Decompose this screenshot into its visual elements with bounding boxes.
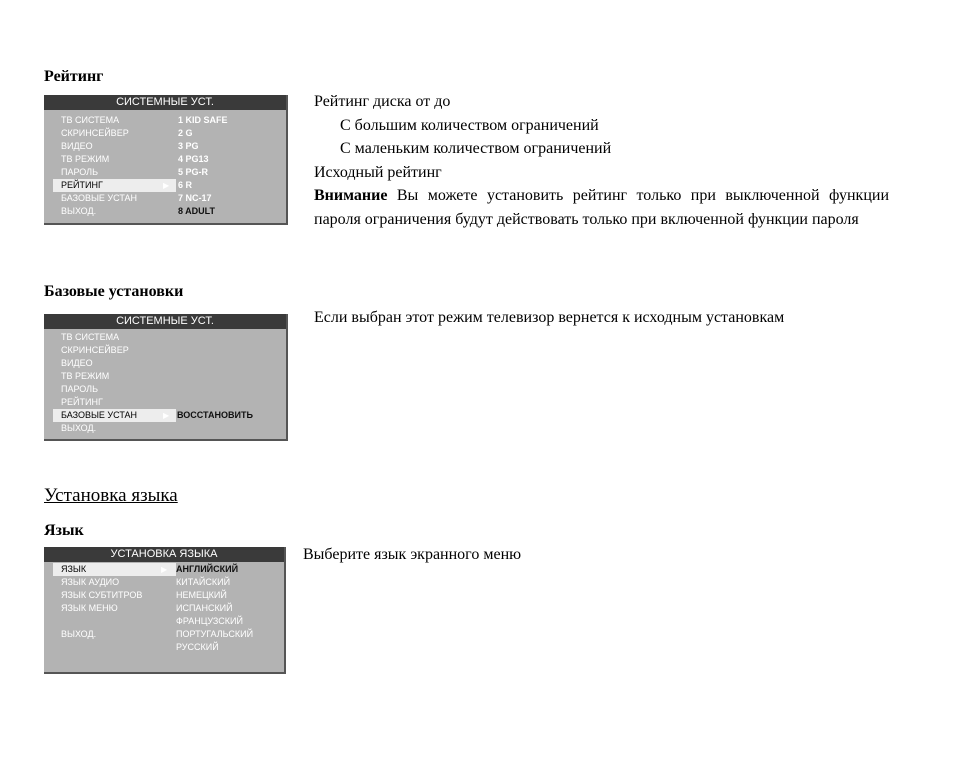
menu-item-exit: ВЫХОД. [61, 206, 97, 216]
menu-item-rating: РЕЙТИНГ [53, 179, 176, 192]
rating-option: 8 ADULT [178, 206, 215, 216]
base-menu-row[interactable] [44, 331, 286, 344]
language-heading: Язык [44, 522, 84, 539]
rating-menu-row[interactable] [44, 127, 286, 140]
base-osd-menu [44, 314, 288, 441]
rating-option: 3 PG [178, 141, 199, 151]
warning-label: Внимание [314, 187, 388, 204]
warning-text: Вы можете установить рейтинг только при выключенной функции пароля ограничения будут действовать только при включенной функции пароля [314, 187, 889, 228]
menu-item-tv-system: ТВ СИСТЕМА [61, 332, 120, 342]
arrow-right-icon: ▶ [163, 181, 170, 190]
base-menu-row-selected[interactable] [44, 409, 286, 422]
rating-option: 1 KID SAFE [178, 115, 228, 125]
rating-desc-line: С большим количеством ограничений [340, 116, 599, 134]
rating-menu-row[interactable] [44, 114, 286, 127]
language-option: АНГЛИЙСКИЙ [176, 564, 239, 574]
rating-heading: Рейтинг [44, 68, 104, 85]
base-menu-row[interactable] [44, 357, 286, 370]
language-option: ПОРТУГАЛЬСКИЙ [176, 629, 254, 639]
menu-item-audio-language: ЯЗЫК АУДИО [61, 577, 120, 587]
rating-desc-line: Исходный рейтинг [314, 163, 442, 181]
base-heading: Базовые установки [44, 283, 184, 300]
rating-option: 2 G [178, 128, 193, 138]
base-description: Если выбран этот режим телевизор вернется к исходным установкам [314, 309, 785, 326]
rating-desc-line: С маленьким количеством ограничений [340, 140, 612, 157]
rating-menu-row[interactable] [44, 166, 286, 179]
rating-option: 4 PG13 [178, 154, 209, 164]
language-section-title: Установка языка [44, 485, 178, 506]
menu-item-subtitle-language: ЯЗЫК СУБТИТРОВ [61, 590, 143, 600]
menu-item-tv-mode: ТВ РЕЖИМ [61, 371, 110, 381]
language-description: Выберите язык экранного меню [303, 546, 522, 563]
language-menu-row[interactable] [44, 641, 284, 654]
language-menu-row-selected[interactable] [44, 563, 284, 576]
restore-option: ВОССТАНОВИТЬ [177, 410, 253, 420]
rating-option: 6 R [178, 180, 193, 190]
menu-item-language: ЯЗЫК [53, 563, 176, 576]
language-osd-menu [44, 547, 286, 674]
arrow-right-icon: ▶ [163, 411, 170, 420]
menu-item-screensaver: СКРИНСЕЙВЕР [61, 345, 129, 355]
language-option: НЕМЕЦКИЙ [176, 590, 227, 600]
rating-menu-row[interactable] [44, 192, 286, 205]
language-menu-row[interactable] [44, 628, 284, 641]
rating-menu-row[interactable] [44, 153, 286, 166]
language-menu-title: УСТАНОВКА ЯЗЫКА [44, 547, 284, 562]
menu-item-base-settings: БАЗОВЫЕ УСТАН [53, 409, 176, 422]
rating-option: 7 NC-17 [178, 193, 212, 203]
rating-menu-row[interactable] [44, 140, 286, 153]
menu-item-video: ВИДЕО [61, 358, 93, 368]
menu-item-exit: ВЫХОД. [61, 629, 97, 639]
language-option: ФРАНЦУЗСКИЙ [176, 616, 243, 626]
menu-item-menu-language: ЯЗЫК МЕНЮ [61, 603, 118, 613]
language-option: КИТАЙСКИЙ [176, 577, 231, 587]
menu-item-exit: ВЫХОД. [61, 423, 97, 433]
menu-item-tv-system: ТВ СИСТЕМА [61, 115, 120, 125]
language-option: ИСПАНСКИЙ [176, 603, 233, 613]
rating-description [314, 90, 889, 231]
base-menu-row[interactable] [44, 396, 286, 409]
language-menu-row[interactable] [44, 615, 284, 628]
language-menu-row[interactable] [44, 602, 284, 615]
base-menu-row[interactable] [44, 344, 286, 357]
menu-item-tv-mode: ТВ РЕЖИМ [61, 154, 110, 164]
base-menu-title: СИСТЕМНЫЕ УСТ. [44, 314, 286, 329]
language-menu-row[interactable] [44, 589, 284, 602]
menu-item-base-settings: БАЗОВЫЕ УСТАН [61, 193, 138, 203]
menu-item-rating: РЕЙТИНГ [61, 397, 103, 407]
menu-item-screensaver: СКРИНСЕЙВЕР [61, 128, 129, 138]
rating-option: 5 PG-R [178, 167, 209, 177]
menu-item-password: ПАРОЛЬ [61, 167, 98, 177]
menu-item-empty [53, 615, 176, 628]
base-menu-row[interactable] [44, 383, 286, 396]
rating-menu-row-selected[interactable] [44, 179, 286, 192]
base-menu-row[interactable] [44, 370, 286, 383]
rating-osd-menu [44, 95, 288, 225]
rating-menu-title: СИСТЕМНЫЕ УСТ. [44, 95, 286, 110]
menu-item-video: ВИДЕО [61, 141, 93, 151]
menu-item-password: ПАРОЛЬ [61, 384, 98, 394]
language-menu-row[interactable] [44, 576, 284, 589]
rating-menu-row[interactable] [44, 205, 286, 218]
arrow-right-icon: ▶ [161, 565, 168, 574]
rating-warning [314, 184, 889, 231]
language-option: РУССКИЙ [176, 642, 219, 652]
base-menu-row[interactable] [44, 422, 286, 435]
rating-desc-line: Рейтинг диска от до [314, 93, 451, 110]
